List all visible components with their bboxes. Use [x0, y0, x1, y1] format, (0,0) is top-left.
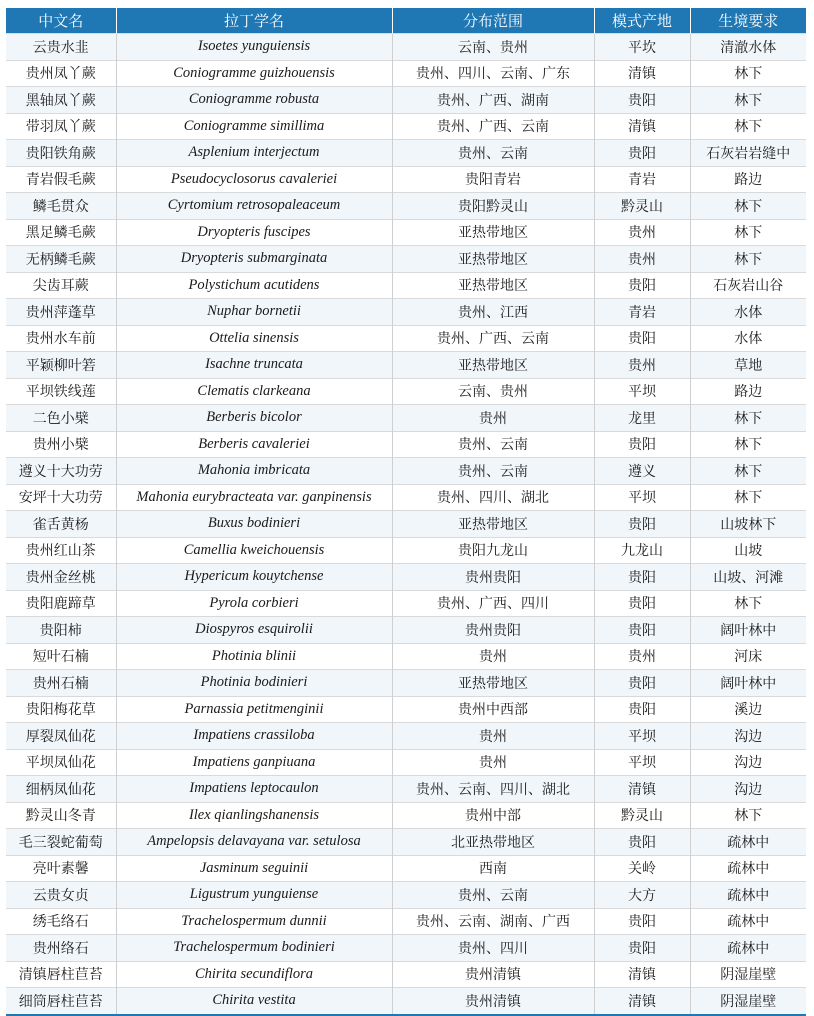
- cell-habitat: 林下: [690, 458, 806, 485]
- cell-chinese-name: 平颖柳叶箬: [6, 352, 116, 379]
- cell-chinese-name: 黑轴凤丫蕨: [6, 87, 116, 114]
- cell-distribution: 贵州清镇: [392, 988, 594, 1015]
- col-header-habitat: 生境要求: [690, 8, 806, 34]
- cell-distribution: 贵州、四川: [392, 935, 594, 962]
- cell-distribution: 贵州、云南: [392, 140, 594, 167]
- cell-distribution: 云南、贵州: [392, 34, 594, 61]
- col-header-latin-name: 拉丁学名: [116, 8, 392, 34]
- cell-latin-name: Ligustrum yunguiense: [116, 882, 392, 909]
- header-row: [6, 8, 806, 34]
- cell-habitat: 沟边: [690, 776, 806, 803]
- cell-latin-name: Buxus bodinieri: [116, 511, 392, 538]
- cell-habitat: 林下: [690, 219, 806, 246]
- cell-latin-name: Ilex qianlingshanensis: [116, 802, 392, 829]
- table-row: [6, 537, 806, 564]
- cell-type-locality: 贵州: [594, 246, 690, 273]
- cell-latin-name: Coniogramme guizhouensis: [116, 60, 392, 87]
- cell-chinese-name: 厚裂凤仙花: [6, 723, 116, 750]
- table-row: [6, 855, 806, 882]
- table-row: [6, 829, 806, 856]
- cell-chinese-name: 贵阳柿: [6, 617, 116, 644]
- cell-distribution: 贵州、四川、湖北: [392, 484, 594, 511]
- cell-chinese-name: 平坝铁线莲: [6, 378, 116, 405]
- cell-habitat: 阴湿崖壁: [690, 988, 806, 1015]
- cell-distribution: 贵阳九龙山: [392, 537, 594, 564]
- cell-chinese-name: 尖齿耳蕨: [6, 272, 116, 299]
- cell-latin-name: Isachne truncata: [116, 352, 392, 379]
- table-row: [6, 696, 806, 723]
- table-row: [6, 113, 806, 140]
- cell-chinese-name: 黑足鳞毛蕨: [6, 219, 116, 246]
- cell-latin-name: Photinia blinii: [116, 643, 392, 670]
- cell-chinese-name: 贵阳梅花草: [6, 696, 116, 723]
- cell-habitat: 水体: [690, 299, 806, 326]
- table-row: [6, 166, 806, 193]
- table-row: [6, 272, 806, 299]
- cell-type-locality: 贵阳: [594, 935, 690, 962]
- cell-chinese-name: 贵州萍蓬草: [6, 299, 116, 326]
- cell-distribution: 贵州、云南: [392, 458, 594, 485]
- cell-chinese-name: 贵州红山茶: [6, 537, 116, 564]
- cell-habitat: 清澈水体: [690, 34, 806, 61]
- cell-latin-name: Pyrola corbieri: [116, 590, 392, 617]
- cell-type-locality: 贵阳: [594, 590, 690, 617]
- cell-latin-name: Berberis cavaleriei: [116, 431, 392, 458]
- cell-chinese-name: 雀舌黄杨: [6, 511, 116, 538]
- cell-habitat: 林下: [690, 484, 806, 511]
- cell-habitat: 山坡林下: [690, 511, 806, 538]
- cell-chinese-name: 短叶石楠: [6, 643, 116, 670]
- table-row: [6, 405, 806, 432]
- cell-type-locality: 平坝: [594, 378, 690, 405]
- cell-chinese-name: 贵州络石: [6, 935, 116, 962]
- cell-distribution: 贵州、广西、云南: [392, 113, 594, 140]
- cell-latin-name: Cyrtomium retrosopaleaceum: [116, 193, 392, 220]
- table-row: [6, 908, 806, 935]
- cell-chinese-name: 毛三裂蛇葡萄: [6, 829, 116, 856]
- cell-distribution: 亚热带地区: [392, 219, 594, 246]
- cell-habitat: 草地: [690, 352, 806, 379]
- cell-type-locality: 贵阳: [594, 564, 690, 591]
- cell-latin-name: Impatiens leptocaulon: [116, 776, 392, 803]
- cell-chinese-name: 云贵水韭: [6, 34, 116, 61]
- cell-type-locality: 遵义: [594, 458, 690, 485]
- cell-chinese-name: 贵州金丝桃: [6, 564, 116, 591]
- cell-chinese-name: 细柄凤仙花: [6, 776, 116, 803]
- cell-distribution: 亚热带地区: [392, 511, 594, 538]
- cell-habitat: 石灰岩岩缝中: [690, 140, 806, 167]
- cell-type-locality: 贵阳: [594, 431, 690, 458]
- cell-latin-name: Dryopteris submarginata: [116, 246, 392, 273]
- cell-latin-name: Ampelopsis delavayana var. setulosa: [116, 829, 392, 856]
- cell-habitat: 疏林中: [690, 829, 806, 856]
- cell-distribution: 贵阳黔灵山: [392, 193, 594, 220]
- cell-distribution: 贵州中部: [392, 802, 594, 829]
- cell-distribution: 贵州贵阳: [392, 564, 594, 591]
- cell-type-locality: 贵阳: [594, 908, 690, 935]
- cell-distribution: 贵州、广西、四川: [392, 590, 594, 617]
- cell-habitat: 沟边: [690, 749, 806, 776]
- cell-latin-name: Asplenium interjectum: [116, 140, 392, 167]
- cell-distribution: 贵州、四川、云南、广东: [392, 60, 594, 87]
- cell-chinese-name: 贵州小檗: [6, 431, 116, 458]
- table-row: [6, 60, 806, 87]
- table-row: [6, 988, 806, 1015]
- cell-distribution: 西南: [392, 855, 594, 882]
- cell-distribution: 亚热带地区: [392, 670, 594, 697]
- cell-type-locality: 龙里: [594, 405, 690, 432]
- table-row: [6, 802, 806, 829]
- col-header-type-locality: 模式产地: [594, 8, 690, 34]
- cell-chinese-name: 云贵女贞: [6, 882, 116, 909]
- species-table: [6, 8, 806, 1016]
- cell-latin-name: Clematis clarkeana: [116, 378, 392, 405]
- table-row: [6, 484, 806, 511]
- cell-habitat: 林下: [690, 193, 806, 220]
- cell-distribution: 北亚热带地区: [392, 829, 594, 856]
- cell-type-locality: 贵阳: [594, 87, 690, 114]
- table-row: [6, 193, 806, 220]
- cell-chinese-name: 安坪十大功劳: [6, 484, 116, 511]
- cell-latin-name: Nuphar bornetii: [116, 299, 392, 326]
- cell-habitat: 疏林中: [690, 935, 806, 962]
- table-row: [6, 34, 806, 61]
- cell-latin-name: Pseudocyclosorus cavaleriei: [116, 166, 392, 193]
- table-row: [6, 219, 806, 246]
- cell-distribution: 亚热带地区: [392, 352, 594, 379]
- cell-distribution: 贵州: [392, 643, 594, 670]
- cell-habitat: 山坡: [690, 537, 806, 564]
- cell-habitat: 林下: [690, 431, 806, 458]
- cell-distribution: 贵州、江西: [392, 299, 594, 326]
- cell-chinese-name: 亮叶素馨: [6, 855, 116, 882]
- cell-type-locality: 清镇: [594, 113, 690, 140]
- cell-latin-name: Ottelia sinensis: [116, 325, 392, 352]
- cell-type-locality: 青岩: [594, 166, 690, 193]
- cell-habitat: 疏林中: [690, 882, 806, 909]
- cell-type-locality: 关岭: [594, 855, 690, 882]
- cell-chinese-name: 绣毛络石: [6, 908, 116, 935]
- cell-habitat: 林下: [690, 113, 806, 140]
- table-row: [6, 723, 806, 750]
- table-row: [6, 935, 806, 962]
- cell-habitat: 路边: [690, 166, 806, 193]
- table-row: [6, 564, 806, 591]
- cell-distribution: 贵州清镇: [392, 961, 594, 988]
- cell-type-locality: 平坎: [594, 34, 690, 61]
- cell-chinese-name: 平坝凤仙花: [6, 749, 116, 776]
- cell-latin-name: Impatiens crassiloba: [116, 723, 392, 750]
- cell-habitat: 阔叶林中: [690, 670, 806, 697]
- cell-chinese-name: 黔灵山冬青: [6, 802, 116, 829]
- cell-habitat: 林下: [690, 87, 806, 114]
- cell-chinese-name: 贵阳鹿蹄草: [6, 590, 116, 617]
- cell-type-locality: 平坝: [594, 484, 690, 511]
- table-header: [6, 8, 806, 34]
- cell-latin-name: Impatiens ganpiuana: [116, 749, 392, 776]
- cell-distribution: 贵州、云南: [392, 882, 594, 909]
- cell-distribution: 贵州、广西、湖南: [392, 87, 594, 114]
- cell-distribution: 贵州: [392, 405, 594, 432]
- cell-latin-name: Hypericum kouytchense: [116, 564, 392, 591]
- cell-type-locality: 清镇: [594, 961, 690, 988]
- cell-type-locality: 贵阳: [594, 617, 690, 644]
- table-row: [6, 352, 806, 379]
- cell-distribution: 贵州贵阳: [392, 617, 594, 644]
- table-row: [6, 299, 806, 326]
- cell-type-locality: 平坝: [594, 723, 690, 750]
- cell-latin-name: Mahonia imbricata: [116, 458, 392, 485]
- cell-habitat: 疏林中: [690, 855, 806, 882]
- cell-habitat: 林下: [690, 590, 806, 617]
- table-row: [6, 961, 806, 988]
- cell-distribution: 贵阳青岩: [392, 166, 594, 193]
- cell-type-locality: 贵州: [594, 352, 690, 379]
- cell-habitat: 阴湿崖壁: [690, 961, 806, 988]
- cell-chinese-name: 贵州水车前: [6, 325, 116, 352]
- cell-chinese-name: 鳞毛贯众: [6, 193, 116, 220]
- cell-type-locality: 清镇: [594, 776, 690, 803]
- cell-habitat: 溪边: [690, 696, 806, 723]
- col-header-distribution: 分布范围: [392, 8, 594, 34]
- table-row: [6, 670, 806, 697]
- table-row: [6, 87, 806, 114]
- table-row: [6, 458, 806, 485]
- table-row: [6, 511, 806, 538]
- cell-chinese-name: 遵义十大功劳: [6, 458, 116, 485]
- cell-chinese-name: 青岩假毛蕨: [6, 166, 116, 193]
- cell-habitat: 石灰岩山谷: [690, 272, 806, 299]
- cell-habitat: 林下: [690, 802, 806, 829]
- cell-latin-name: Diospyros esquirolii: [116, 617, 392, 644]
- cell-type-locality: 九龙山: [594, 537, 690, 564]
- cell-habitat: 林下: [690, 405, 806, 432]
- cell-latin-name: Coniogramme simillima: [116, 113, 392, 140]
- cell-latin-name: Camellia kweichouensis: [116, 537, 392, 564]
- cell-distribution: 贵州: [392, 723, 594, 750]
- table-row: [6, 246, 806, 273]
- cell-distribution: 云南、贵州: [392, 378, 594, 405]
- cell-latin-name: Chirita secundiflora: [116, 961, 392, 988]
- cell-habitat: 疏林中: [690, 908, 806, 935]
- cell-type-locality: 青岩: [594, 299, 690, 326]
- cell-habitat: 沟边: [690, 723, 806, 750]
- cell-chinese-name: 清镇唇柱苣苔: [6, 961, 116, 988]
- cell-latin-name: Parnassia petitmenginii: [116, 696, 392, 723]
- cell-chinese-name: 无柄鳞毛蕨: [6, 246, 116, 273]
- table-row: [6, 776, 806, 803]
- cell-type-locality: 贵州: [594, 643, 690, 670]
- table-row: [6, 882, 806, 909]
- cell-type-locality: 大方: [594, 882, 690, 909]
- cell-habitat: 林下: [690, 246, 806, 273]
- table-body: [6, 34, 806, 1015]
- cell-latin-name: Mahonia eurybracteata var. ganpinensis: [116, 484, 392, 511]
- table-row: [6, 643, 806, 670]
- cell-latin-name: Coniogramme robusta: [116, 87, 392, 114]
- cell-type-locality: 贵阳: [594, 696, 690, 723]
- cell-chinese-name: 贵阳铁角蕨: [6, 140, 116, 167]
- cell-type-locality: 黔灵山: [594, 193, 690, 220]
- table-row: [6, 378, 806, 405]
- cell-type-locality: 贵阳: [594, 272, 690, 299]
- cell-chinese-name: 贵州凤丫蕨: [6, 60, 116, 87]
- cell-distribution: 亚热带地区: [392, 246, 594, 273]
- col-header-chinese-name: 中文名: [6, 8, 116, 34]
- cell-habitat: 林下: [690, 60, 806, 87]
- cell-type-locality: 平坝: [594, 749, 690, 776]
- cell-distribution: 贵州中西部: [392, 696, 594, 723]
- cell-chinese-name: 二色小檗: [6, 405, 116, 432]
- cell-distribution: 贵州、云南、四川、湖北: [392, 776, 594, 803]
- table-row: [6, 140, 806, 167]
- cell-latin-name: Dryopteris fuscipes: [116, 219, 392, 246]
- cell-type-locality: 贵阳: [594, 670, 690, 697]
- cell-type-locality: 贵阳: [594, 325, 690, 352]
- table-row: [6, 431, 806, 458]
- cell-latin-name: Isoetes yunguiensis: [116, 34, 392, 61]
- cell-habitat: 山坡、河滩: [690, 564, 806, 591]
- cell-type-locality: 贵阳: [594, 829, 690, 856]
- cell-latin-name: Polystichum acutidens: [116, 272, 392, 299]
- cell-type-locality: 贵阳: [594, 511, 690, 538]
- cell-habitat: 路边: [690, 378, 806, 405]
- cell-latin-name: Jasminum seguinii: [116, 855, 392, 882]
- cell-latin-name: Trachelospermum bodinieri: [116, 935, 392, 962]
- cell-type-locality: 清镇: [594, 60, 690, 87]
- table-row: [6, 590, 806, 617]
- cell-chinese-name: 贵州石楠: [6, 670, 116, 697]
- cell-distribution: 贵州: [392, 749, 594, 776]
- cell-type-locality: 清镇: [594, 988, 690, 1015]
- cell-latin-name: Trachelospermum dunnii: [116, 908, 392, 935]
- cell-distribution: 贵州、云南、湖南、广西: [392, 908, 594, 935]
- table-row: [6, 325, 806, 352]
- cell-latin-name: Photinia bodinieri: [116, 670, 392, 697]
- table-row: [6, 749, 806, 776]
- cell-chinese-name: 细筒唇柱苣苔: [6, 988, 116, 1015]
- cell-habitat: 水体: [690, 325, 806, 352]
- cell-latin-name: Berberis bicolor: [116, 405, 392, 432]
- cell-latin-name: Chirita vestita: [116, 988, 392, 1015]
- cell-habitat: 阔叶林中: [690, 617, 806, 644]
- cell-distribution: 贵州、云南: [392, 431, 594, 458]
- cell-type-locality: 黔灵山: [594, 802, 690, 829]
- table-row: [6, 617, 806, 644]
- cell-distribution: 贵州、广西、云南: [392, 325, 594, 352]
- cell-habitat: 河床: [690, 643, 806, 670]
- cell-chinese-name: 带羽凤丫蕨: [6, 113, 116, 140]
- cell-type-locality: 贵阳: [594, 140, 690, 167]
- cell-type-locality: 贵州: [594, 219, 690, 246]
- cell-distribution: 亚热带地区: [392, 272, 594, 299]
